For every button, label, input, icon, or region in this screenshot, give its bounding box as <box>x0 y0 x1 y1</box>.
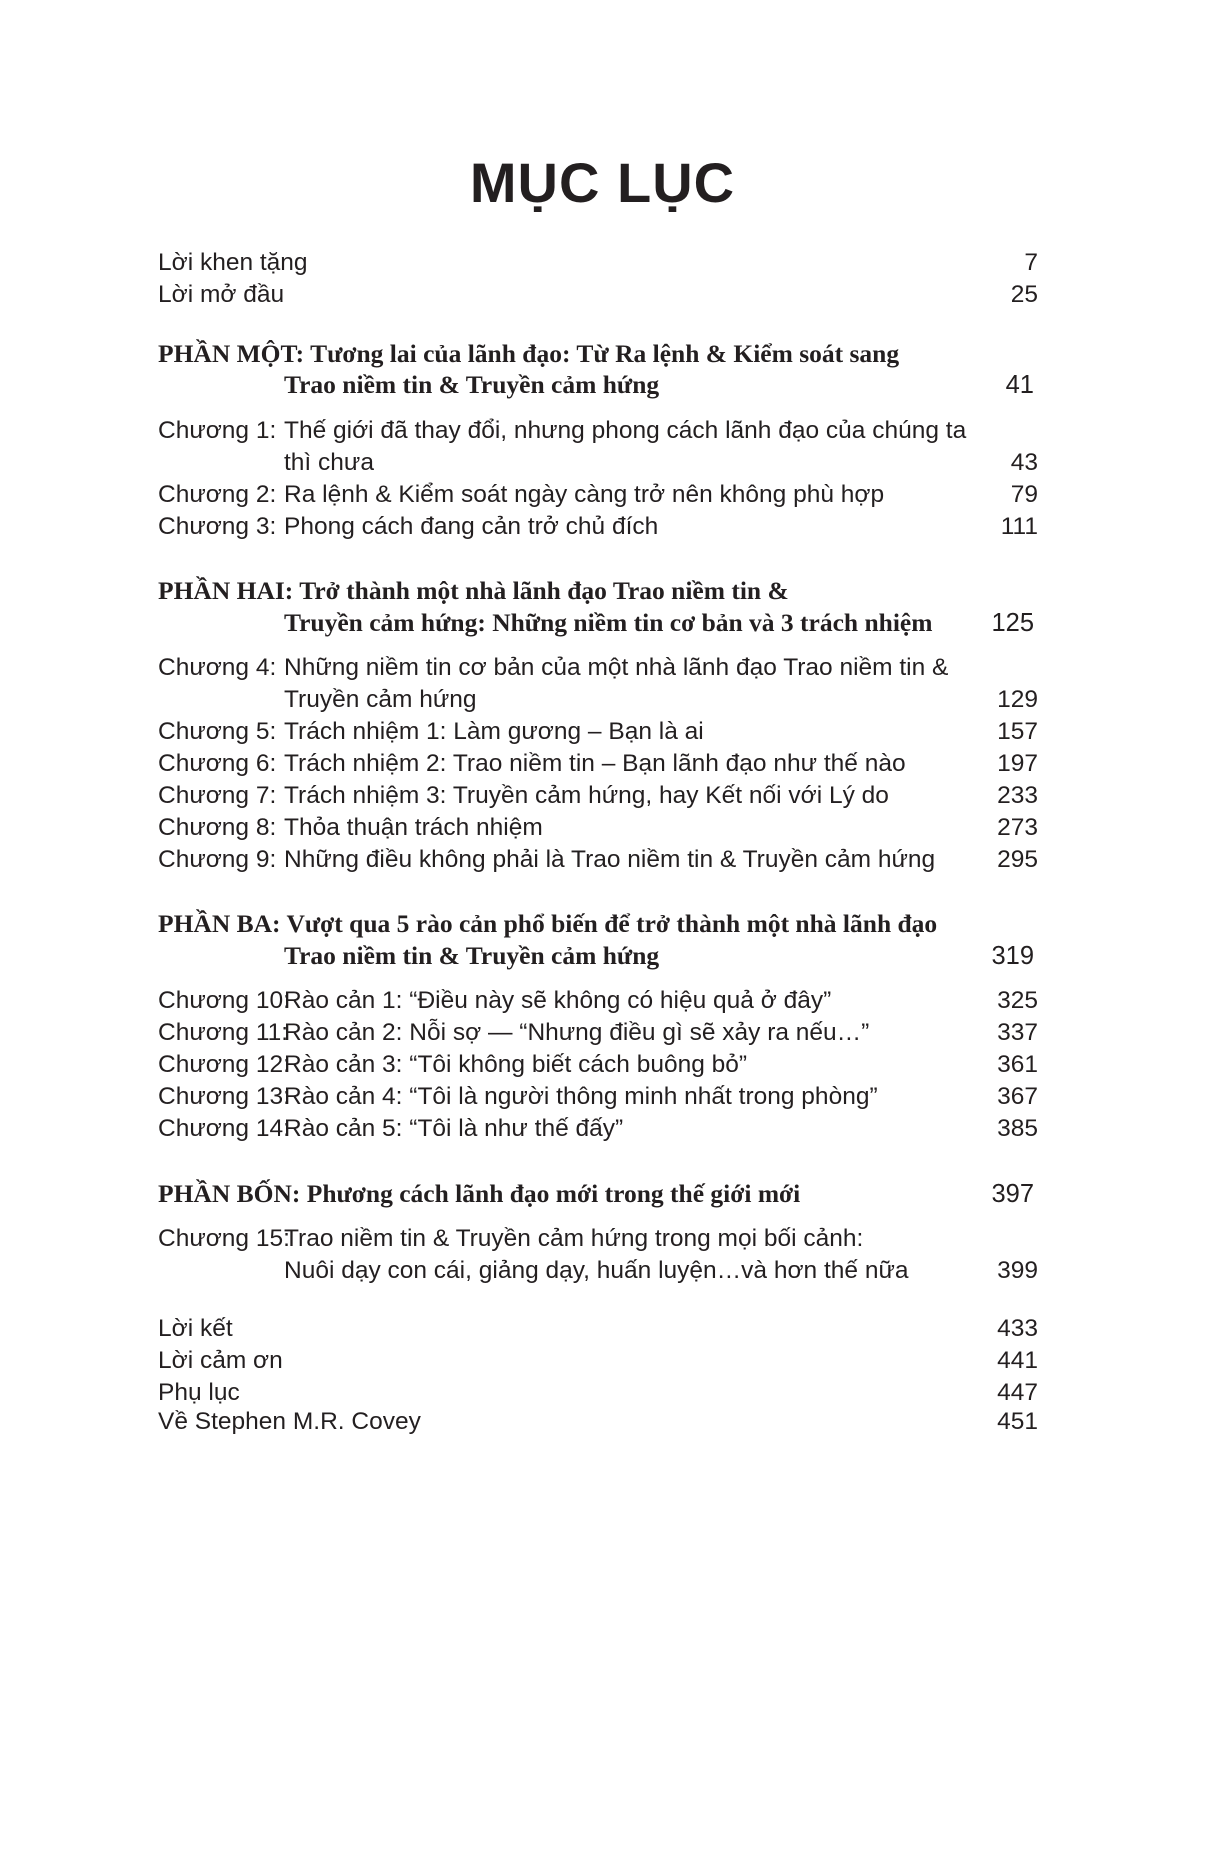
chapter-title: Phong cách đang cản trở chủ đích <box>284 513 659 540</box>
toc-entry-front-1 <box>158 245 1038 281</box>
part-title-line2: Truyền cảm hứng: Những niềm tin cơ bản và 3 trách nhiệm <box>284 608 933 637</box>
part-heading-2-cont <box>284 605 1038 641</box>
chapter-title: Những điều không phải là Trao niềm tin & Truyền cảm hứng <box>284 846 936 873</box>
part-heading-3 <box>158 906 1038 942</box>
part-label: PHẦN HAI: <box>158 576 294 605</box>
chapter-entry-13 <box>158 1079 1038 1115</box>
chapter-title: Thế giới đã thay đổi, nhưng phong cách lãnh đạo của chúng ta <box>284 417 967 444</box>
chapter-label: Chương 2: <box>158 481 277 508</box>
chapter-entry-15-cont <box>284 1253 1038 1289</box>
part-label: PHẦN BA: <box>158 909 281 938</box>
chapter-page: 129 <box>997 686 1038 713</box>
chapter-label: Chương 10: <box>158 987 290 1014</box>
chapter-page: 111 <box>1000 513 1038 540</box>
chapter-entry-12 <box>158 1047 1038 1083</box>
part-heading-3-cont <box>284 938 1038 974</box>
chapter-entry-10 <box>158 983 1038 1019</box>
entry-page: 441 <box>997 1347 1038 1374</box>
part-title-line2: Trao niềm tin & Truyền cảm hứng <box>284 941 660 970</box>
chapter-label: Chương 9: <box>158 846 277 873</box>
chapter-label: Chương 1: <box>158 417 277 444</box>
chapter-label: Chương 11: <box>158 1019 289 1046</box>
chapter-page: 295 <box>997 846 1038 873</box>
entry-page: 7 <box>1024 249 1038 276</box>
toc-entry-back-4 <box>158 1404 1038 1440</box>
chapter-title: Trao niềm tin & Truyền cảm hứng trong mọi bối cảnh: <box>284 1225 864 1252</box>
entry-title: Lời mở đầu <box>158 281 285 308</box>
chapter-label: Chương 4: <box>158 654 277 681</box>
chapter-page: 79 <box>1010 481 1038 508</box>
part-page: 125 <box>991 609 1034 637</box>
entry-title: Về Stephen M.R. Covey <box>158 1408 421 1435</box>
chapter-title-line2: Truyền cảm hứng <box>284 686 477 713</box>
chapter-entry-15 <box>158 1221 1038 1257</box>
chapter-label: Chương 6: <box>158 750 277 777</box>
entry-page: 25 <box>1010 281 1038 308</box>
part-label: PHẦN BỐN: <box>158 1179 301 1208</box>
part-page: 41 <box>1005 371 1034 399</box>
chapter-title: Rào cản 5: “Tôi là như thế đấy” <box>284 1115 624 1142</box>
chapter-page: 367 <box>997 1083 1038 1110</box>
chapter-title: Trách nhiệm 2: Trao niềm tin – Bạn lãnh đạo như thế nào <box>284 750 906 777</box>
chapter-entry-14 <box>158 1111 1038 1147</box>
entry-title: Phụ lục <box>158 1379 240 1406</box>
chapter-page: 233 <box>997 782 1038 809</box>
chapter-page: 43 <box>1010 449 1038 476</box>
chapter-label: Chương 8: <box>158 814 277 841</box>
chapter-label: Chương 13: <box>158 1083 290 1110</box>
part-page: 397 <box>991 1180 1034 1208</box>
toc-entry-front-2 <box>158 277 1038 313</box>
chapter-page: 273 <box>997 814 1038 841</box>
page-title: MỤC LỤC <box>469 151 736 214</box>
chapter-page: 157 <box>997 718 1038 745</box>
chapter-page: 337 <box>997 1019 1038 1046</box>
entry-title: Lời khen tặng <box>158 249 308 276</box>
chapter-entry-5 <box>158 714 1038 750</box>
chapter-page: 385 <box>997 1115 1038 1142</box>
chapter-entry-11 <box>158 1015 1038 1051</box>
part-title-line1: Tương lai của lãnh đạo: Từ Ra lệnh & Kiểm soát sang <box>310 339 900 368</box>
entry-page: 433 <box>997 1315 1038 1342</box>
chapter-entry-8 <box>158 810 1038 846</box>
toc-entry-back-1 <box>158 1311 1038 1347</box>
chapter-label: Chương 15: <box>158 1225 290 1252</box>
chapter-entry-6 <box>158 746 1038 782</box>
toc-entry-back-2 <box>158 1343 1038 1379</box>
entry-page: 451 <box>997 1408 1038 1435</box>
chapter-entry-3 <box>158 509 1038 545</box>
chapter-title: Trách nhiệm 1: Làm gương – Bạn là ai <box>284 718 704 745</box>
chapter-title: Rào cản 2: Nỗi sợ — “Nhưng điều gì sẽ xảy ra nếu…” <box>284 1019 870 1046</box>
chapter-entry-7 <box>158 778 1038 814</box>
chapter-title-line2: Nuôi dạy con cái, giảng dạy, huấn luyện…và hơn thế nữa <box>284 1257 909 1284</box>
part-title-line1: Trở thành một nhà lãnh đạo Trao niềm tin & <box>299 576 789 605</box>
chapter-title: Thỏa thuận trách nhiệm <box>284 814 543 841</box>
chapter-page: 325 <box>997 987 1038 1014</box>
chapter-title: Ra lệnh & Kiểm soát ngày càng trở nên không phù hợp <box>284 481 885 508</box>
chapter-label: Chương 12: <box>158 1051 290 1078</box>
part-page: 319 <box>991 942 1034 970</box>
chapter-page: 361 <box>997 1051 1038 1078</box>
part-title-line1: Vượt qua 5 rào cản phổ biến để trở thành một nhà lãnh đạo <box>286 909 938 938</box>
chapter-entry-4 <box>158 650 1038 686</box>
part-title-line2: Trao niềm tin & Truyền cảm hứng <box>284 370 660 399</box>
part-heading-2 <box>158 573 1038 609</box>
chapter-label: Chương 7: <box>158 782 277 809</box>
entry-title: Lời cảm ơn <box>158 1347 283 1374</box>
chapter-entry-1-cont <box>284 445 1038 481</box>
chapter-entry-4-cont <box>284 682 1038 718</box>
entry-page: 447 <box>997 1379 1038 1406</box>
chapter-label: Chương 14: <box>158 1115 290 1142</box>
part-heading-4 <box>158 1176 1038 1212</box>
part-label: PHẦN MỘT: <box>158 339 305 368</box>
entry-title: Lời kết <box>158 1315 233 1342</box>
chapter-title: Rào cản 4: “Tôi là người thông minh nhất trong phòng” <box>284 1083 878 1110</box>
part-heading-1-cont <box>284 367 1038 403</box>
chapter-title: Rào cản 1: “Điều này sẽ không có hiệu quả ở đây” <box>284 987 832 1014</box>
chapter-title: Trách nhiệm 3: Truyền cảm hứng, hay Kết nối với Lý do <box>284 782 889 809</box>
chapter-title: Rào cản 3: “Tôi không biết cách buông bỏ” <box>284 1051 748 1078</box>
chapter-entry-9 <box>158 842 1038 878</box>
chapter-page: 399 <box>997 1257 1038 1284</box>
chapter-title: Những niềm tin cơ bản của một nhà lãnh đạo Trao niềm tin & <box>284 654 949 681</box>
chapter-entry-1 <box>158 413 1038 449</box>
chapter-label: Chương 5: <box>158 718 277 745</box>
chapter-label: Chương 3: <box>158 513 277 540</box>
chapter-page: 197 <box>997 750 1038 777</box>
part-title-line1: Phương cách lãnh đạo mới trong thế giới mới <box>306 1179 801 1208</box>
chapter-title-line2: thì chưa <box>284 449 374 476</box>
chapter-entry-2 <box>158 477 1038 513</box>
